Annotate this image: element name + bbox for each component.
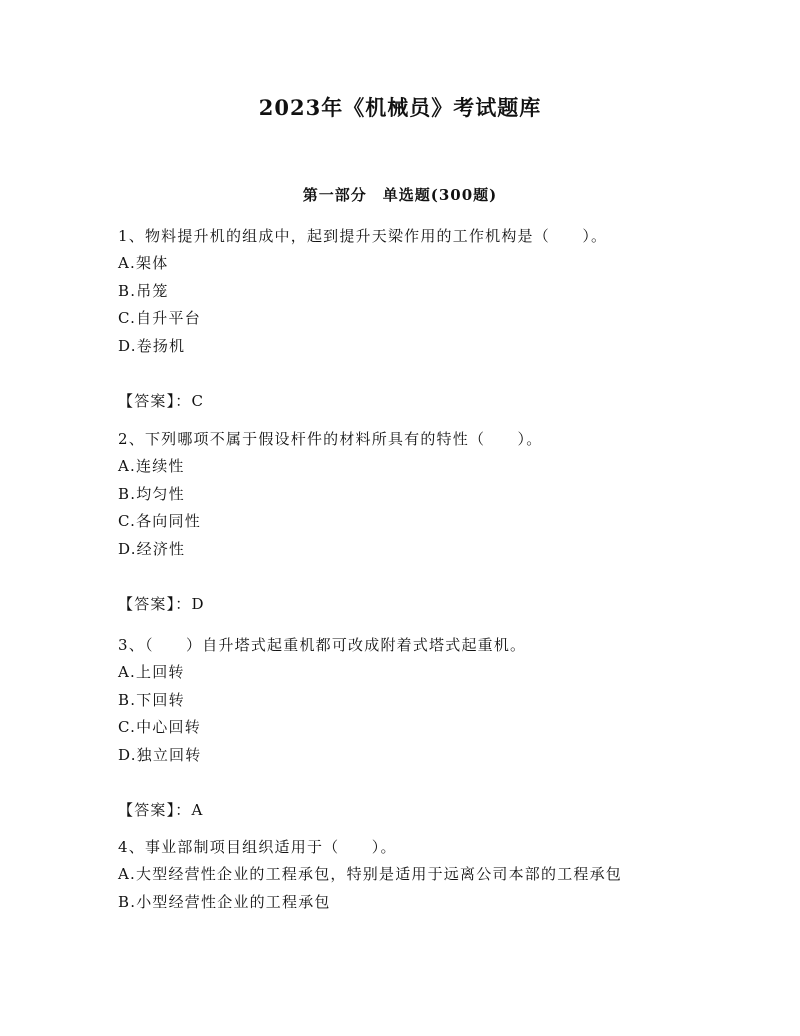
question-3 [118,631,688,824]
option-c: C.自升平台 [118,309,201,327]
answer-line: 【答案】：D [118,595,205,613]
question-stem: 2、下列哪项不属于假设杆件的材料所具有的特性（ ）。 [118,430,543,448]
option-d: D.卷扬机 [118,336,186,355]
answer-line: 【答案】：A [118,801,204,819]
option-a: A.连续性 [118,457,185,475]
document-title: 2023年《机械员》考试题库 [258,95,542,120]
option-b: B.吊笼 [118,281,169,300]
option-d: D.独立回转 [118,745,202,764]
option-a: A.大型经营性企业的工程承包，特别是适用于远离公司本部的工程承包 [118,865,623,883]
question-4 [118,833,688,916]
option-b: B.均匀性 [118,484,185,503]
question-2 [118,425,688,618]
question-stem: 4、事业部制项目组织适用于（ ）。 [118,838,397,856]
section-title: 第一部分 单选题(300题) [302,186,498,204]
question-1 [118,222,688,415]
question-stem: 1、物料提升机的组成中，起到提升天梁作用的工作机构是（ ）。 [118,227,608,245]
option-c: C.各向同性 [118,512,201,530]
option-a: A.架体 [118,254,169,272]
answer-line: 【答案】：C [118,392,205,410]
option-b: B.小型经营性企业的工程承包 [118,892,331,911]
question-stem: 3、（ ）自升塔式起重机都可改成附着式塔式起重机。 [118,636,527,654]
option-a: A.上回转 [118,663,185,681]
option-d: D.经济性 [118,539,186,558]
option-c: C.中心回转 [118,718,201,736]
option-b: B.下回转 [118,690,185,709]
